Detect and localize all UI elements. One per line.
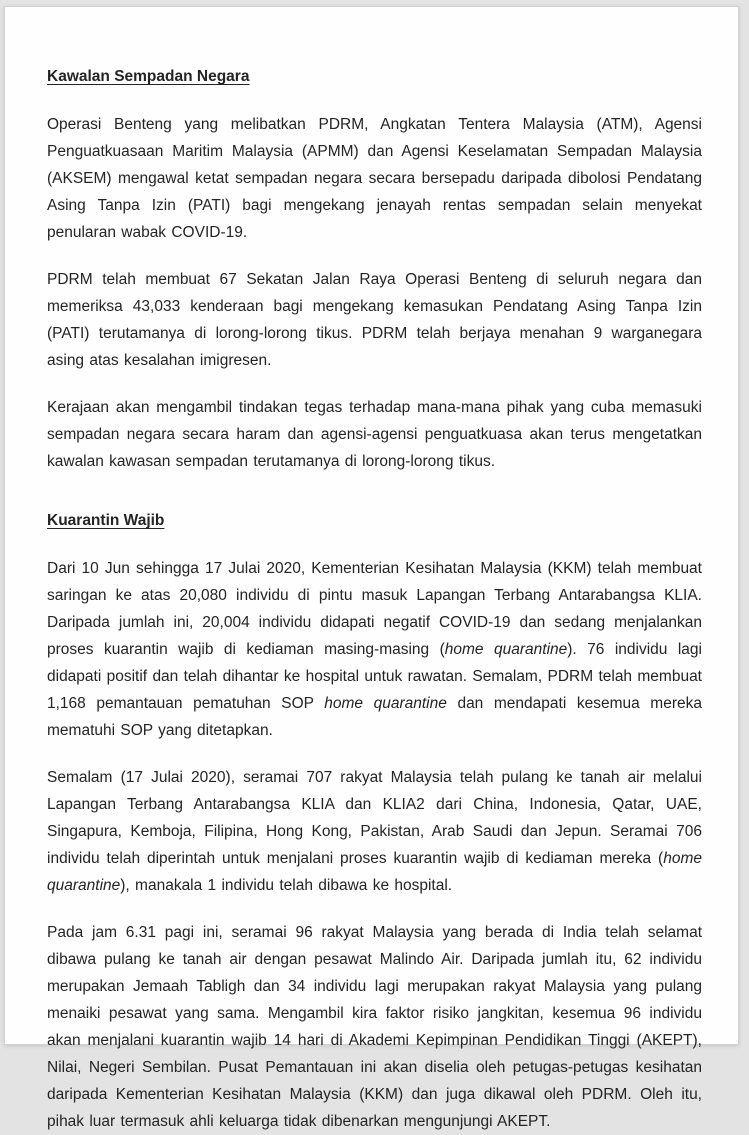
text-run: Semalam (17 Julai 2020), seramai 707 rakyat Malaysia telah pulang ke tanah air melalui Lapangan Terbang Antarabangsa KLIA dan KLIA2 dari China, Indonesia, Qatar, UAE, Singapura, Kemboja, Filipina, Hong Kong, Pakistan, Arab Saudi dan Jepun. Seramai 706 individu telah diperintah untuk menjalani proses kuarantin wajib di kediaman mereka ( — [47, 769, 702, 867]
section-heading: Kuarantin Wajib — [47, 512, 165, 529]
document-page — [4, 6, 739, 1130]
paragraph — [47, 764, 702, 899]
document-section — [47, 507, 702, 1135]
paragraph — [47, 919, 702, 1135]
italic-text-run: home quarantine — [324, 695, 447, 712]
paragraph — [47, 394, 702, 475]
paragraph — [47, 555, 702, 744]
document-section — [47, 63, 702, 475]
text-run: ). 76 individu lagi didapati positif dan telah dihantar ke hospital untuk rawatan. Semalam, PDRM telah membuat 1,168 pemantauan pematuhan SOP — [47, 641, 702, 712]
text-run: ), manakala 1 individu telah dibawa ke hospital. — [120, 877, 453, 894]
text-run: Dari 10 Jun sehingga 17 Julai 2020, Kementerian Kesihatan Malaysia (KKM) telah membuat saringan ke atas 20,080 individu di pintu masuk Lapangan Terbang Antarabangsa KLIA. Daripada jumlah ini, 20,004 individu didapati negatif COVID-19 dan sedang menjalankan proses kuarantin wajib di kediaman masing-masing ( — [47, 560, 702, 658]
paragraph — [47, 111, 702, 246]
text-run: Operasi Benteng yang melibatkan PDRM, Angkatan Tentera Malaysia (ATM), Agensi Penguatkuasaan Maritim Malaysia (APMM) dan Agensi Keselamatan Sempadan Malaysia (AKSEM) mengawal ketat sempadan negara secara bersepadu daripada dibolosi Pendatang Asing Tanpa Izin (PATI) bagi mengekang jenayah rentas sempadan selain menyekat penularan wabak COVID-19. — [47, 116, 702, 241]
section-heading: Kawalan Sempadan Negara — [47, 68, 250, 85]
document-content — [47, 63, 702, 1135]
text-run: PDRM telah membuat 67 Sekatan Jalan Raya Operasi Benteng di seluruh negara dan memeriksa 43,033 kenderaan bagi mengekang kemasukan Pendatang Asing Tanpa Izin (PATI) terutamanya di lorong-lorong tikus. PDRM telah berjaya menahan 9 warganegara asing atas kesalahan imigresen. — [47, 271, 702, 369]
text-run: Pada jam 6.31 pagi ini, seramai 96 rakyat Malaysia yang berada di India telah selamat dibawa pulang ke tanah air dengan pesawat Malindo Air. Daripada jumlah itu, 62 individu merupakan Jemaah Tabligh dan 34 individu lagi merupakan rakyat Malaysia yang pulang menaiki pesawat yang sama. Mengambil kira faktor risiko jangkitan, kesemua 96 individu akan menjalani kuarantin wajib 14 hari di Akademi Kepimpinan Pendidikan Tinggi (AKEPT), Nilai, Negeri Sembilan. Pusat Pemantauan ini akan diselia oleh petugas-petugas kesihatan daripada Kementerian Kesihatan Malaysia (KKM) dan juga dikawal oleh PDRM. Oleh itu, pihak luar termasuk ahli keluarga tidak dibenarkan mengunjungi AKEPT. — [47, 924, 702, 1130]
text-run: Kerajaan akan mengambil tindakan tegas terhadap mana-mana pihak yang cuba memasuki sempadan negara secara haram dan agensi-agensi penguatkuasa akan terus mengetatkan kawalan kawasan sempadan terutamanya di lorong-lorong tikus. — [47, 399, 702, 470]
italic-text-run: home quarantine — [444, 641, 568, 658]
text-run: dan mendapati kesemua mereka mematuhi SOP yang ditetapkan. — [47, 695, 702, 739]
paragraph — [47, 266, 702, 374]
italic-text-run: home quarantine — [47, 850, 702, 894]
